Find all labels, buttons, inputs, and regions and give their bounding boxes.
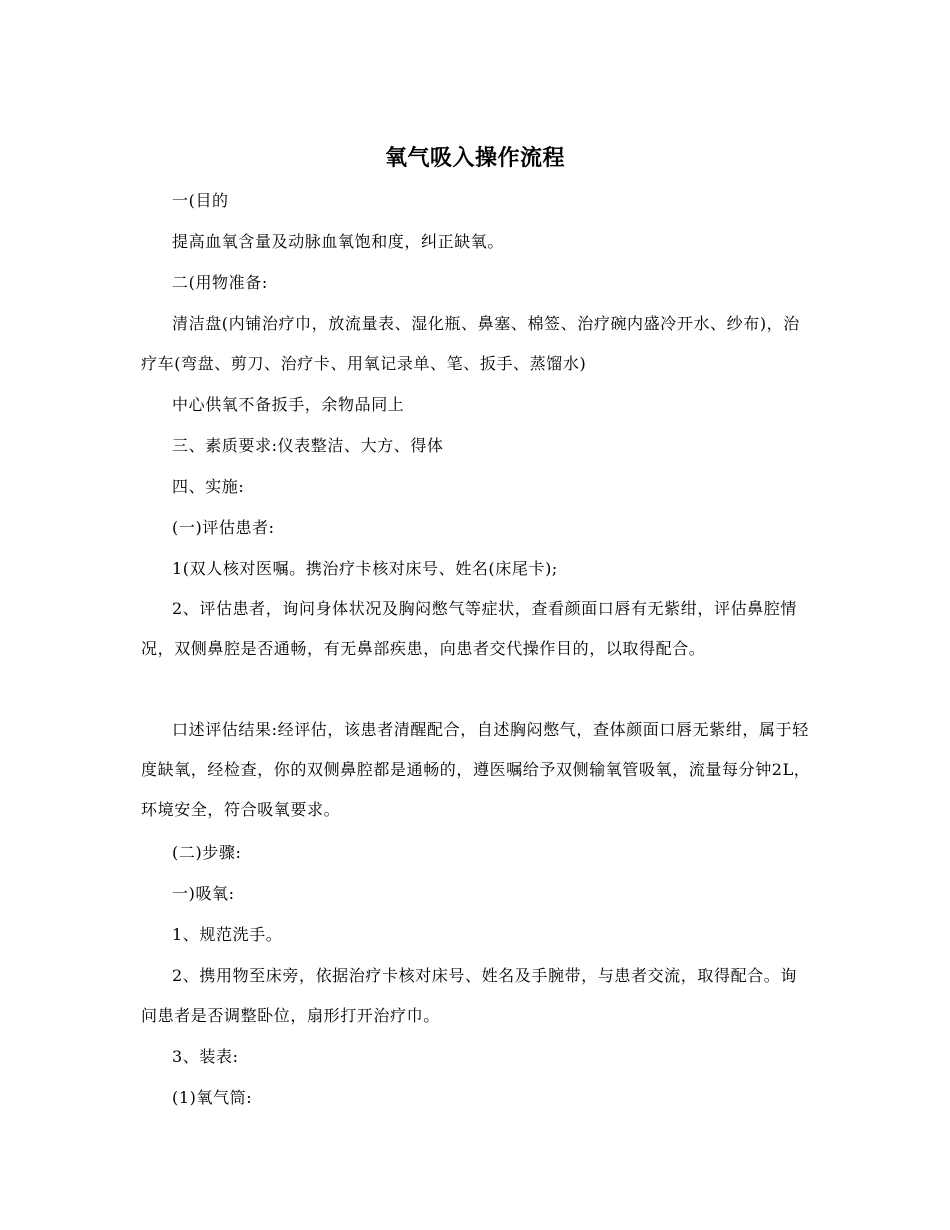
paragraph-assessment-result: 口述评估结果:经评估，该患者清醒配合，自述胸闷憋气，查体颜面口唇无紫绀，属于轻度缺氧，经检查，你的双侧鼻腔都是通畅的，遵医嘱给予双侧输氧管吸氧，流量每分钟2L，环境安全，符合吸氧要求。 [141,720,811,819]
paragraph-oxygen-inhalation-heading: 一)吸氧: [172,884,235,903]
paragraph-assessment-step-1: 1(双人核对医嘱。携治疗卡核对床号、姓名(床尾卡); [172,559,558,578]
paragraph-assessment-step-2: 2、评估患者，询问身体状况及胸闷憋气等症状，查看颜面口唇有无紫绀，评估鼻腔情况，双侧鼻腔是否通畅，有无鼻部疾患，向患者交代操作目的，以取得配合。 [141,599,797,658]
paragraph-central-oxygen: 中心供氧不备扳手，余物品同上 [172,395,405,414]
paragraph-quality-requirements: 三、素质要求:仪表整洁、大方、得体 [172,436,444,455]
paragraph-step-install-meter: 3、装表: [172,1047,239,1066]
paragraph-supplies: 清洁盘(内铺治疗巾，放流量表、湿化瓶、鼻塞、棉签、治疗碗内盛冷开水、纱布)，治疗车(弯盘、剪刀、治疗卡、用氧记录单、笔、扳手、蒸馏水) [141,314,800,373]
document-title: 氧气吸入操作流程 [384,145,565,171]
paragraph-implementation-heading: 四、实施: [172,477,245,496]
paragraph-purpose-heading: 一(目的 [172,191,229,210]
paragraph-assessment-heading: (一)评估患者: [172,518,275,537]
paragraph-purpose: 提高血氧含量及动脉血氧饱和度，纠正缺氧。 [172,232,505,251]
paragraph-steps-heading: (二)步骤: [172,843,242,862]
paragraph-step-bedside-check: 2、携用物至床旁，依据治疗卡核对床号、姓名及手腕带，与患者交流，取得配合。询问患者是否调整卧位，扇形打开治疗巾。 [141,966,797,1025]
paragraph-supplies-heading: 二(用物准备: [172,273,268,292]
paragraph-step-wash-hands: 1、规范洗手。 [172,925,283,944]
paragraph-oxygen-cylinder: (1)氧气筒: [172,1088,253,1107]
